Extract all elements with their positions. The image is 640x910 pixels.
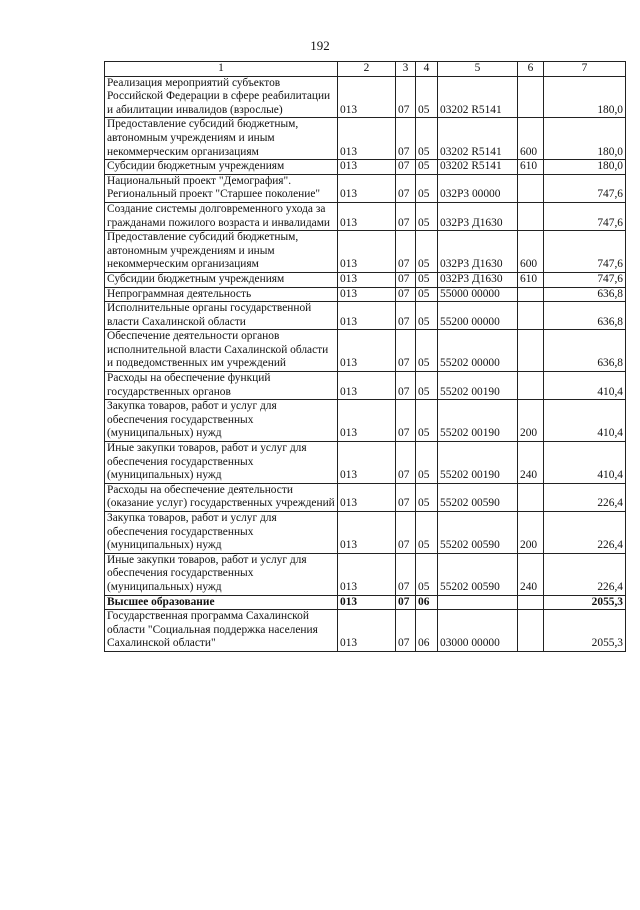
cell-c3: 07 — [396, 400, 416, 442]
cell-c3: 07 — [396, 287, 416, 302]
cell-name: Субсидии бюджетным учреждениям — [105, 160, 338, 175]
cell-name: Государственная программа Сахалинской области "Социальная поддержка населения Сахалинской области" — [105, 610, 338, 652]
cell-c6 — [518, 202, 544, 230]
table-row — [105, 595, 626, 610]
cell-c5: 03202 R5141 — [438, 76, 518, 118]
cell-c2: 013 — [338, 160, 396, 175]
cell-c2: 013 — [338, 400, 396, 442]
table-row — [105, 160, 626, 175]
cell-c4: 05 — [416, 287, 438, 302]
cell-c7: 410,4 — [544, 372, 626, 400]
cell-c7: 2055,3 — [544, 595, 626, 610]
cell-c3: 07 — [396, 231, 416, 273]
cell-c2: 013 — [338, 483, 396, 511]
cell-c3: 07 — [396, 76, 416, 118]
table-row — [105, 372, 626, 400]
table-row — [105, 610, 626, 652]
header-row — [105, 62, 626, 77]
cell-c2: 013 — [338, 512, 396, 554]
cell-c4: 06 — [416, 610, 438, 652]
cell-name: Исполнительные органы государственной власти Сахалинской области — [105, 302, 338, 330]
cell-c6: 610 — [518, 272, 544, 287]
cell-c2: 013 — [338, 202, 396, 230]
cell-c7: 747,6 — [544, 231, 626, 273]
cell-c3: 07 — [396, 595, 416, 610]
cell-c5: 55000 00000 — [438, 287, 518, 302]
cell-c5: 55202 00190 — [438, 442, 518, 484]
table-row — [105, 553, 626, 595]
cell-c4: 05 — [416, 512, 438, 554]
cell-c7: 180,0 — [544, 160, 626, 175]
cell-c5: 55202 00590 — [438, 553, 518, 595]
cell-name: Предоставление субсидий бюджетным, автономным учреждениям и иным некоммерческим организациям — [105, 231, 338, 273]
column-header: 5 — [438, 62, 518, 77]
column-header: 2 — [338, 62, 396, 77]
cell-c4: 05 — [416, 442, 438, 484]
cell-name: Субсидии бюджетным учреждениям — [105, 272, 338, 287]
cell-c6: 240 — [518, 442, 544, 484]
table-row — [105, 202, 626, 230]
cell-name: Непрограммная деятельность — [105, 287, 338, 302]
table-row — [105, 272, 626, 287]
cell-c2: 013 — [338, 302, 396, 330]
cell-c4: 05 — [416, 483, 438, 511]
cell-c5: 032Р3 00000 — [438, 174, 518, 202]
cell-c7: 636,8 — [544, 302, 626, 330]
cell-c7: 226,4 — [544, 553, 626, 595]
cell-c5: 55202 00590 — [438, 483, 518, 511]
cell-c4: 05 — [416, 400, 438, 442]
cell-name: Расходы на обеспечение деятельности (оказание услуг) государственных учреждений — [105, 483, 338, 511]
cell-c7: 747,6 — [544, 202, 626, 230]
cell-c5: 55202 00590 — [438, 512, 518, 554]
cell-c6 — [518, 302, 544, 330]
cell-c3: 07 — [396, 272, 416, 287]
table-row — [105, 512, 626, 554]
cell-c3: 07 — [396, 442, 416, 484]
cell-c6 — [518, 287, 544, 302]
cell-c7: 410,4 — [544, 400, 626, 442]
cell-c6: 240 — [518, 553, 544, 595]
table-row — [105, 302, 626, 330]
cell-c4: 05 — [416, 272, 438, 287]
cell-c6 — [518, 610, 544, 652]
cell-c6: 600 — [518, 231, 544, 273]
table-row — [105, 174, 626, 202]
cell-c6: 200 — [518, 400, 544, 442]
table-row — [105, 118, 626, 160]
cell-name: Расходы на обеспечение функций государственных органов — [105, 372, 338, 400]
cell-c6 — [518, 483, 544, 511]
cell-name: Обеспечение деятельности органов исполнительной власти Сахалинской области и подведомственных им учреждений — [105, 330, 338, 372]
cell-c4: 06 — [416, 595, 438, 610]
cell-name: Иные закупки товаров, работ и услуг для обеспечения государственных (муниципальных) нужд — [105, 553, 338, 595]
cell-c4: 05 — [416, 302, 438, 330]
cell-c3: 07 — [396, 160, 416, 175]
cell-c5: 032Р3 Д1630 — [438, 231, 518, 273]
cell-c7: 747,6 — [544, 174, 626, 202]
cell-c2: 013 — [338, 372, 396, 400]
cell-c5 — [438, 595, 518, 610]
cell-c2: 013 — [338, 231, 396, 273]
cell-c5: 55202 00190 — [438, 372, 518, 400]
cell-c4: 05 — [416, 174, 438, 202]
cell-c7: 180,0 — [544, 76, 626, 118]
cell-c3: 07 — [396, 553, 416, 595]
cell-c2: 013 — [338, 272, 396, 287]
cell-c3: 07 — [396, 174, 416, 202]
cell-name: Закупка товаров, работ и услуг для обеспечения государственных (муниципальных) нужд — [105, 400, 338, 442]
cell-c7: 226,4 — [544, 512, 626, 554]
table-row — [105, 442, 626, 484]
column-header: 3 — [396, 62, 416, 77]
cell-c3: 07 — [396, 330, 416, 372]
cell-c2: 013 — [338, 330, 396, 372]
cell-c5: 55202 00000 — [438, 330, 518, 372]
cell-c6: 200 — [518, 512, 544, 554]
cell-c3: 07 — [396, 202, 416, 230]
cell-c2: 013 — [338, 76, 396, 118]
cell-c4: 05 — [416, 160, 438, 175]
column-header: 6 — [518, 62, 544, 77]
table-row — [105, 231, 626, 273]
table-row — [105, 287, 626, 302]
page-number: 192 — [310, 38, 330, 53]
cell-c7: 747,6 — [544, 272, 626, 287]
cell-c5: 03000 00000 — [438, 610, 518, 652]
cell-c2: 013 — [338, 174, 396, 202]
table-row — [105, 76, 626, 118]
cell-c3: 07 — [396, 512, 416, 554]
cell-c7: 636,8 — [544, 330, 626, 372]
table-row — [105, 483, 626, 511]
budget-table — [104, 61, 626, 652]
cell-c6: 600 — [518, 118, 544, 160]
cell-name: Иные закупки товаров, работ и услуг для обеспечения государственных (муниципальных) нужд — [105, 442, 338, 484]
cell-c6: 610 — [518, 160, 544, 175]
cell-name: Высшее образование — [105, 595, 338, 610]
cell-c7: 226,4 — [544, 483, 626, 511]
cell-name: Создание системы долговременного ухода за гражданами пожилого возраста и инвалидами — [105, 202, 338, 230]
column-header: 7 — [544, 62, 626, 77]
cell-name: Предоставление субсидий бюджетным, автономным учреждениям и иным некоммерческим организациям — [105, 118, 338, 160]
cell-c4: 05 — [416, 553, 438, 595]
cell-name: Национальный проект "Демография". Региональный проект "Старшее поколение" — [105, 174, 338, 202]
cell-c4: 05 — [416, 330, 438, 372]
cell-c3: 07 — [396, 483, 416, 511]
table-row — [105, 400, 626, 442]
table-row — [105, 330, 626, 372]
cell-c4: 05 — [416, 231, 438, 273]
cell-c2: 013 — [338, 442, 396, 484]
cell-name: Закупка товаров, работ и услуг для обеспечения государственных (муниципальных) нужд — [105, 512, 338, 554]
cell-c2: 013 — [338, 287, 396, 302]
cell-c3: 07 — [396, 372, 416, 400]
cell-c3: 07 — [396, 302, 416, 330]
cell-c4: 05 — [416, 372, 438, 400]
cell-c6 — [518, 76, 544, 118]
cell-c6 — [518, 372, 544, 400]
cell-c7: 410,4 — [544, 442, 626, 484]
cell-c2: 013 — [338, 553, 396, 595]
column-header: 4 — [416, 62, 438, 77]
cell-c2: 013 — [338, 595, 396, 610]
cell-c7: 180,0 — [544, 118, 626, 160]
cell-c6 — [518, 330, 544, 372]
cell-c7: 2055,3 — [544, 610, 626, 652]
cell-c3: 07 — [396, 610, 416, 652]
cell-c5: 03202 R5141 — [438, 118, 518, 160]
cell-c4: 05 — [416, 118, 438, 160]
cell-name: Реализация мероприятий субъектов Российской Федерации в сфере реабилитации и абилитации инвалидов (взрослые) — [105, 76, 338, 118]
cell-c6 — [518, 174, 544, 202]
cell-c2: 013 — [338, 118, 396, 160]
cell-c5: 03202 R5141 — [438, 160, 518, 175]
cell-c6 — [518, 595, 544, 610]
cell-c4: 05 — [416, 76, 438, 118]
cell-c5: 55200 00000 — [438, 302, 518, 330]
cell-c3: 07 — [396, 118, 416, 160]
cell-c7: 636,8 — [544, 287, 626, 302]
cell-c5: 032Р3 Д1630 — [438, 202, 518, 230]
cell-c5: 032Р3 Д1630 — [438, 272, 518, 287]
column-header: 1 — [105, 62, 338, 77]
cell-c5: 55202 00190 — [438, 400, 518, 442]
cell-c4: 05 — [416, 202, 438, 230]
cell-c2: 013 — [338, 610, 396, 652]
